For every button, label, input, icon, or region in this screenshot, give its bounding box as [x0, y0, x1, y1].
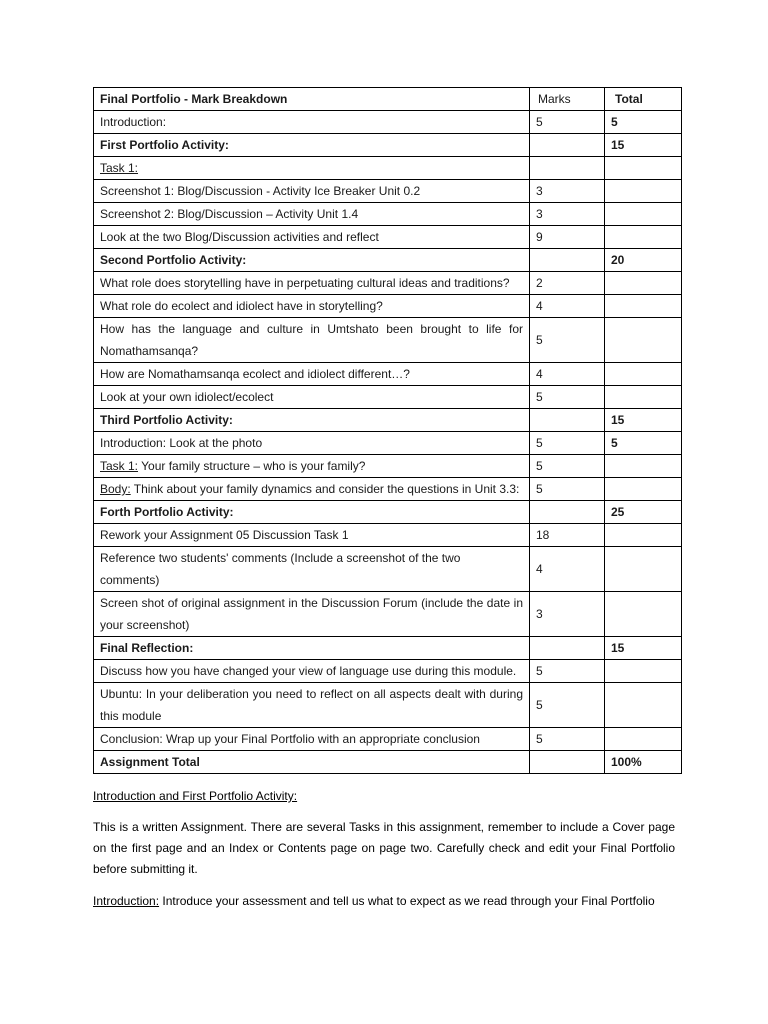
section-heading: Third Portfolio Activity: [94, 409, 530, 432]
table-row [94, 295, 682, 318]
row-label: Task 1: [100, 459, 139, 473]
table-row [94, 157, 682, 180]
row-description: Look at the two Blog/Discussion activities and reflect [94, 226, 530, 249]
row-marks: 3 [530, 203, 605, 226]
section-heading: Final Reflection: [94, 637, 530, 660]
row-total [605, 363, 682, 386]
table-row [94, 386, 682, 409]
assignment-total-label: Assignment Total [94, 751, 530, 774]
row-total: 5 [605, 432, 682, 455]
row-marks: 5 [530, 478, 605, 501]
row-marks [530, 751, 605, 774]
table-row [94, 226, 682, 249]
row-marks: 5 [530, 318, 605, 363]
row-marks: 5 [530, 455, 605, 478]
section-heading-intro: Introduction and First Portfolio Activity: [93, 789, 298, 803]
row-total [605, 226, 682, 249]
row-total: 5 [605, 111, 682, 134]
table-row [94, 409, 682, 432]
table-row [94, 432, 682, 455]
table-row [94, 203, 682, 226]
row-marks: 4 [530, 363, 605, 386]
row-marks [530, 501, 605, 524]
row-description: What role do ecolect and idiolect have in storytelling? [94, 295, 530, 318]
section-heading: First Portfolio Activity: [94, 134, 530, 157]
row-total [605, 157, 682, 180]
table-row [94, 134, 682, 157]
row-total [605, 180, 682, 203]
row-description: Rework your Assignment 05 Discussion Task 1 [94, 524, 530, 547]
row-total [605, 295, 682, 318]
table-row [94, 637, 682, 660]
row-label: Body: [100, 482, 131, 496]
row-description: Reference two students' comments (Include a screenshot of the two comments) [94, 547, 530, 592]
table-row [94, 683, 682, 728]
row-total [605, 455, 682, 478]
row-description: What role does storytelling have in perpetuating cultural ideas and traditions? [94, 272, 530, 295]
table-row [94, 728, 682, 751]
row-total: 25 [605, 501, 682, 524]
row-total [605, 660, 682, 683]
row-description: Screen shot of original assignment in the Discussion Forum (include the date in your screenshot) [94, 592, 530, 637]
row-marks: 18 [530, 524, 605, 547]
row-marks [530, 637, 605, 660]
table-row [94, 272, 682, 295]
marks-column-header: Marks [530, 88, 605, 111]
table-row [94, 478, 682, 501]
table-row [94, 249, 682, 272]
row-total: 15 [605, 134, 682, 157]
row-total: 15 [605, 409, 682, 432]
row-marks: 5 [530, 683, 605, 728]
introduction-text: Introduce your assessment and tell us what to expect as we read through your Final Portfolio [159, 894, 655, 908]
row-marks: 9 [530, 226, 605, 249]
section-heading: Forth Portfolio Activity: [94, 501, 530, 524]
table-row [94, 318, 682, 363]
row-marks [530, 157, 605, 180]
row-marks: 3 [530, 592, 605, 637]
mark-breakdown-table [93, 87, 682, 774]
row-description: Screenshot 1: Blog/Discussion - Activity Ice Breaker Unit 0.2 [94, 180, 530, 203]
table-row [94, 524, 682, 547]
row-description [94, 478, 530, 501]
row-total [605, 683, 682, 728]
table-row [94, 363, 682, 386]
table-row [94, 547, 682, 592]
row-total [605, 547, 682, 592]
section-heading: Second Portfolio Activity: [94, 249, 530, 272]
row-marks: 2 [530, 272, 605, 295]
table-header-row [94, 88, 682, 111]
row-marks: 5 [530, 728, 605, 751]
table-row [94, 660, 682, 683]
table-title: Final Portfolio - Mark Breakdown [94, 88, 530, 111]
introduction-label: Introduction: [93, 894, 160, 908]
row-description: Screenshot 2: Blog/Discussion – Activity Unit 1.4 [94, 203, 530, 226]
row-total [605, 318, 682, 363]
table-row [94, 180, 682, 203]
row-marks: 4 [530, 547, 605, 592]
row-description: Ubuntu: In your deliberation you need to reflect on all aspects dealt with during this module [94, 683, 530, 728]
row-marks: 3 [530, 180, 605, 203]
introduction-paragraph [93, 891, 675, 912]
instructions-paragraph: This is a written Assignment. There are several Tasks in this assignment, remember to include a Cover page on the first page and an Index or Contents page on page two. Carefully check and edit your Final Portfolio before submitting it. [93, 820, 675, 876]
row-total [605, 386, 682, 409]
row-marks [530, 249, 605, 272]
row-description: Introduction: [94, 111, 530, 134]
table-row [94, 592, 682, 637]
row-marks: 5 [530, 660, 605, 683]
row-total [605, 272, 682, 295]
row-description [94, 455, 530, 478]
row-total [605, 592, 682, 637]
row-marks [530, 409, 605, 432]
total-column-header: Total [605, 88, 682, 111]
row-description: How has the language and culture in Umtshato been brought to life for Nomathamsanqa? [94, 318, 530, 363]
row-total [605, 203, 682, 226]
row-text: Your family structure – who is your family? [138, 459, 366, 473]
row-marks: 5 [530, 386, 605, 409]
row-marks: 4 [530, 295, 605, 318]
table-row [94, 501, 682, 524]
table-row [94, 751, 682, 774]
row-marks: 5 [530, 432, 605, 455]
row-description: Introduction: Look at the photo [94, 432, 530, 455]
row-total [605, 478, 682, 501]
assignment-total-value: 100% [605, 751, 682, 774]
table-row [94, 455, 682, 478]
row-description: How are Nomathamsanqa ecolect and idiolect different…? [94, 363, 530, 386]
row-description: Task 1: [94, 157, 530, 180]
row-total: 20 [605, 249, 682, 272]
row-total: 15 [605, 637, 682, 660]
row-description: Conclusion: Wrap up your Final Portfolio with an appropriate conclusion [94, 728, 530, 751]
row-marks [530, 134, 605, 157]
row-marks: 5 [530, 111, 605, 134]
row-text: Think about your family dynamics and consider the questions in Unit 3.3: [130, 482, 520, 496]
row-description: Discuss how you have changed your view of language use during this module. [94, 660, 530, 683]
table-row [94, 111, 682, 134]
row-total [605, 728, 682, 751]
row-total [605, 524, 682, 547]
row-description: Look at your own idiolect/ecolect [94, 386, 530, 409]
